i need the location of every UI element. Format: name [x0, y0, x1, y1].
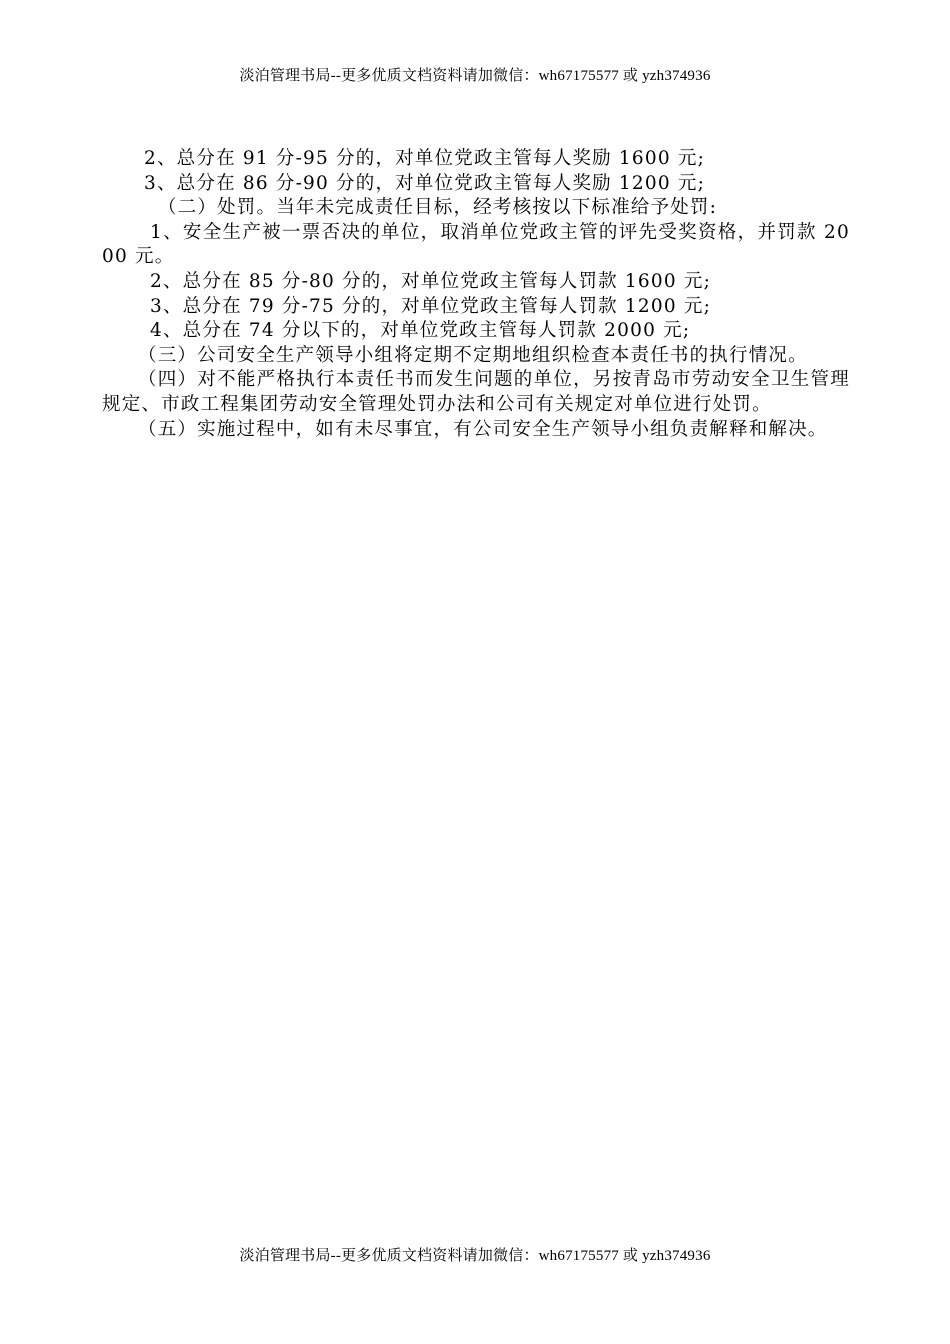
reward-item-2: 2、总分在 91 分-95 分的，对单位党政主管每人奖励 1600 元; [144, 148, 706, 169]
penalty-item-3: 3、总分在 79 分-75 分的，对单位党政主管每人罚款 1200 元; [150, 295, 712, 317]
page-footer: 淡泊管理书局--更多优质文档资料请加微信：wh67175577 或 yzh374936 [239, 1248, 711, 1264]
section-three: （三）公司安全生产领导小组将定期不定期地组织检查本责任书的执行情况。 [138, 344, 808, 366]
penalty-item-2: 2、总分在 85 分-80 分的，对单位党政主管每人罚款 1600 元; [150, 270, 712, 292]
penalty-section-heading: （二）处罚。当年未完成责任目标，经考核按以下标准给予处罚: [158, 197, 718, 219]
penalty-item-4: 4、总分在 74 分以下的，对单位党政主管每人罚款 2000 元; [150, 320, 691, 342]
document-body [102, 147, 850, 442]
section-four: （四）对不能严格执行本责任书而发生问题的单位，另按青岛市劳动安全卫生管理规定、市政工程集团劳动安全管理处罚办法和公司有关规定对单位进行处罚。 [102, 369, 850, 415]
reward-item-3: 3、总分在 86 分-90 分的，对单位党政主管每人奖励 1200 元; [144, 172, 706, 194]
section-five: （五）实施过程中，如有未尽事宜，有公司安全生产领导小组负责解释和解决。 [138, 418, 828, 440]
penalty-item-1: 1、安全生产被一票否决的单位，取消单位党政主管的评先受奖资格，并罚款 2000 元。 [102, 221, 850, 268]
page-header: 淡泊管理书局--更多优质文档资料请加微信：wh67175577 或 yzh374936 [239, 68, 711, 84]
